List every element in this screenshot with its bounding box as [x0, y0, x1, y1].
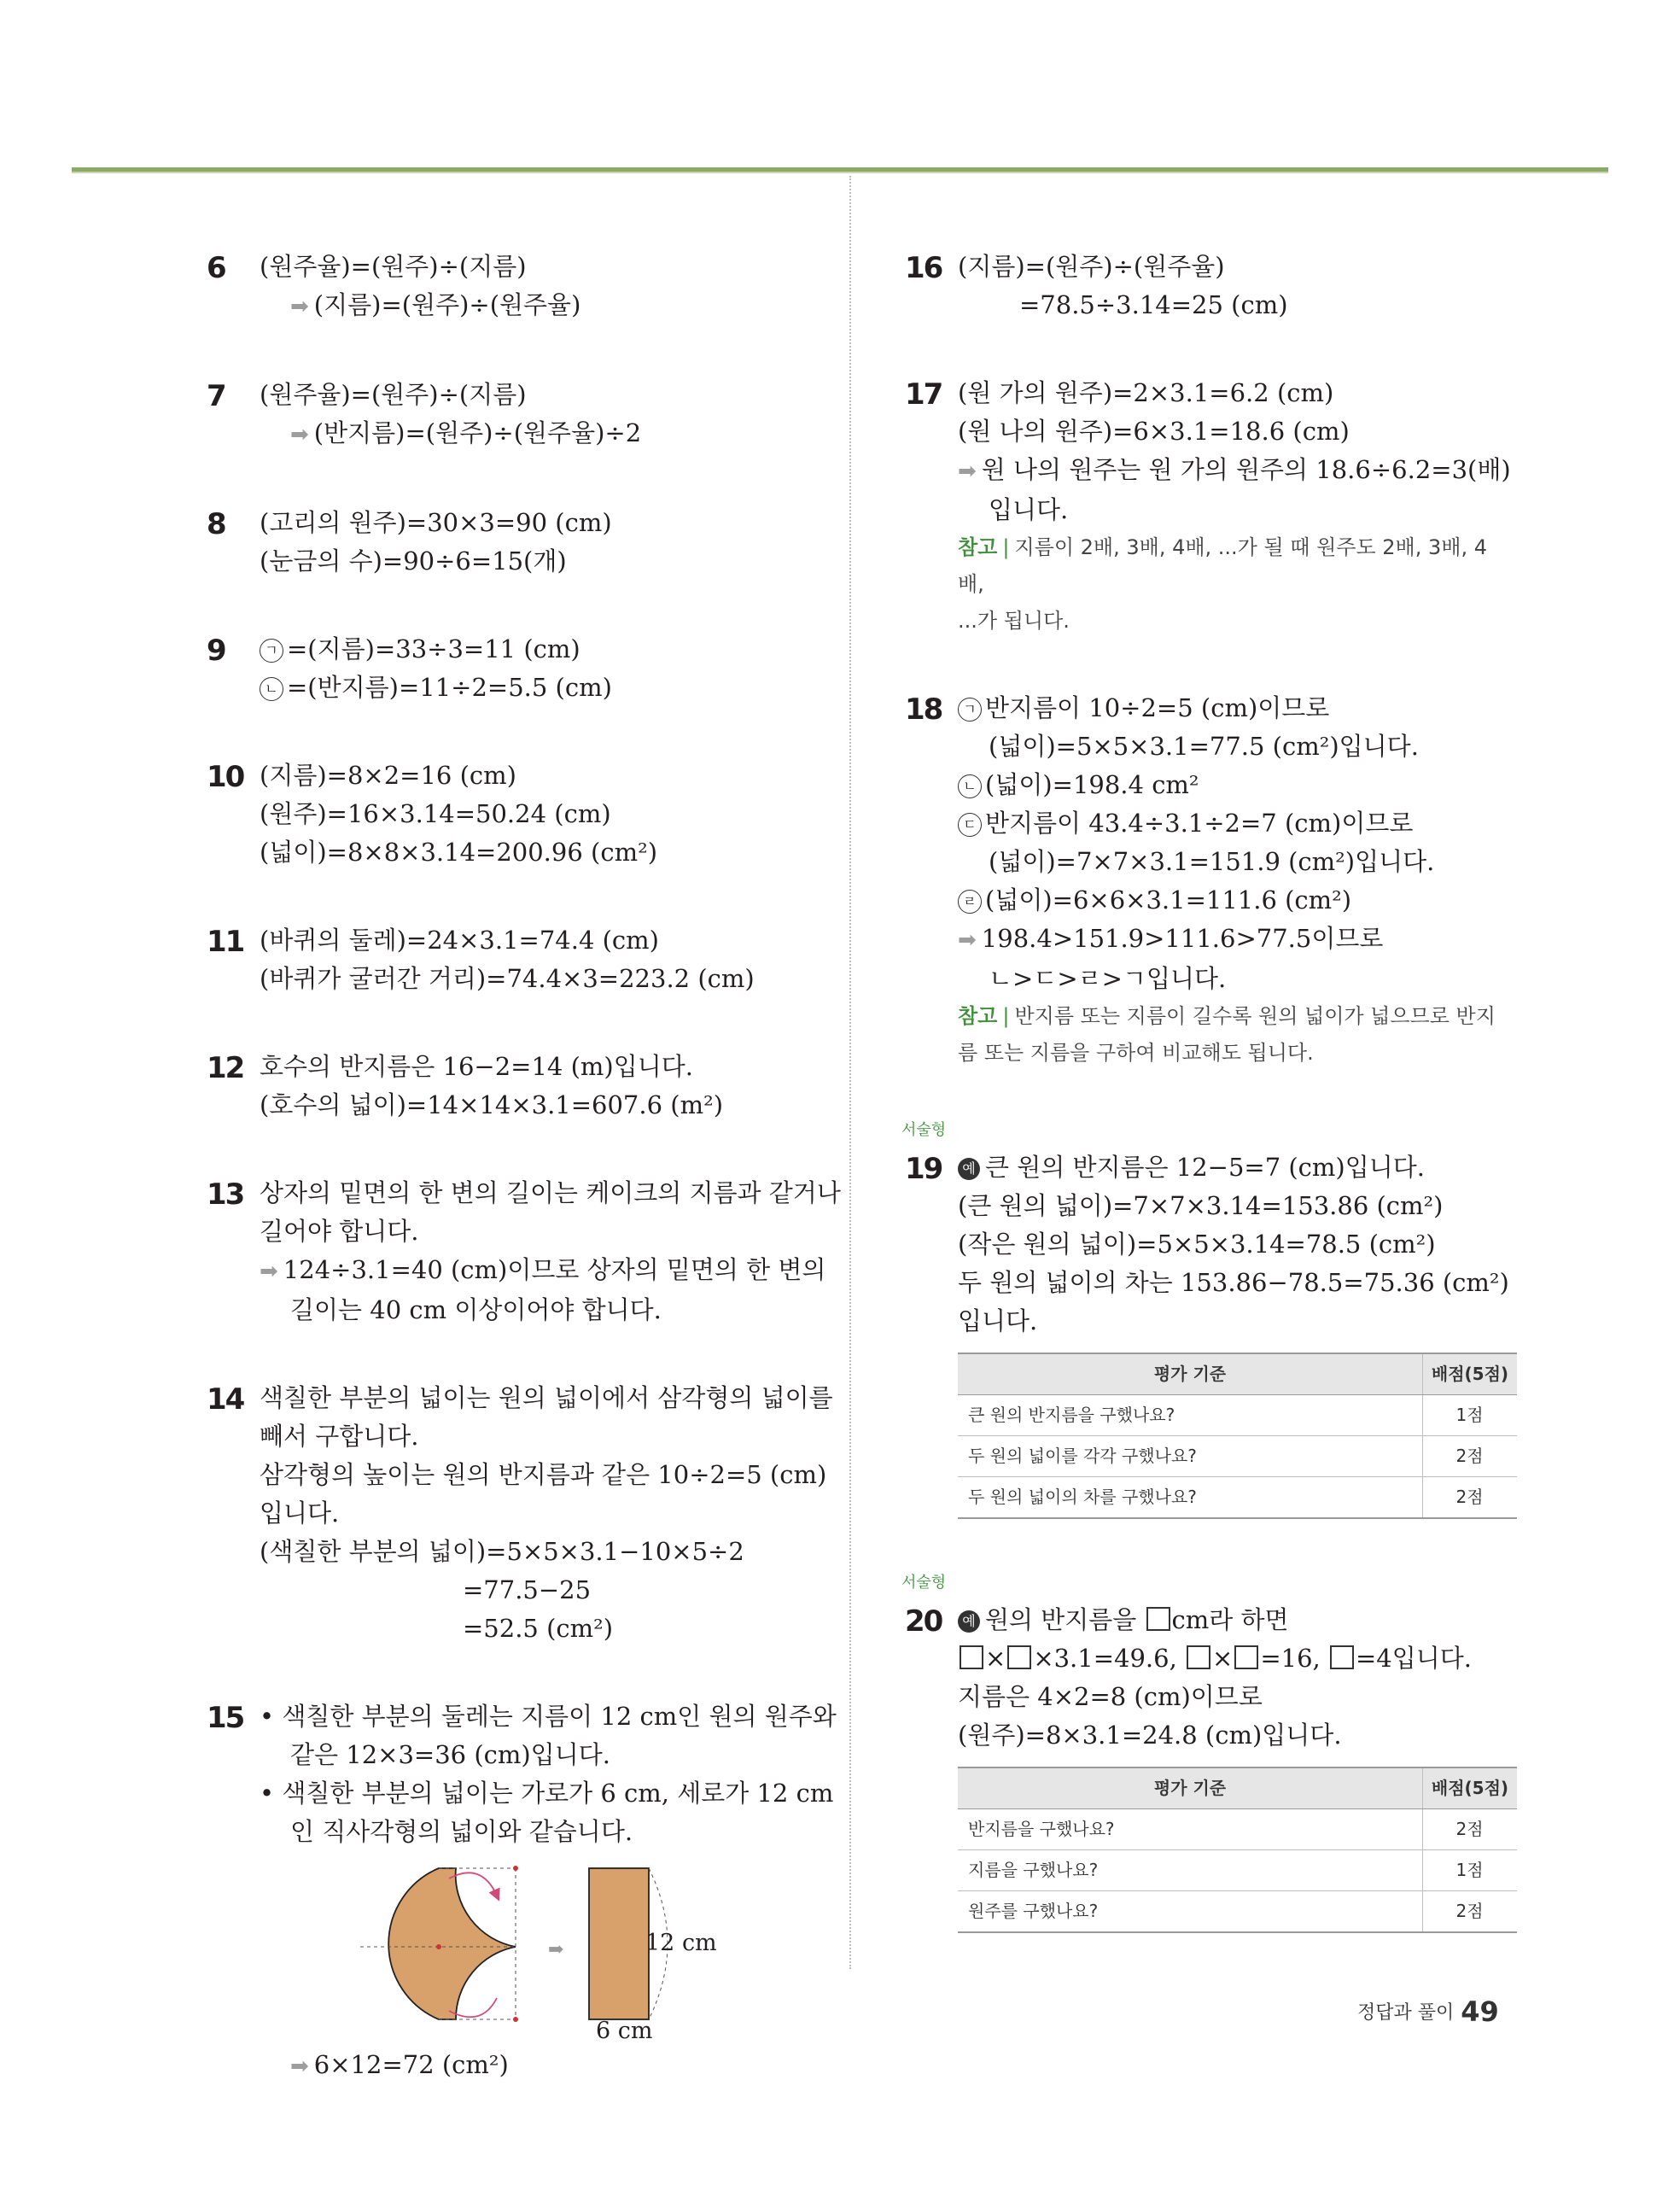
table-cell: 2점	[1423, 1891, 1518, 1933]
answer-line: =52.5 (cm²)	[463, 1614, 614, 1643]
reference-note: 참고 | 반지름 또는 지름이 길수록 원의 넓이가 넓으므로 반지 름 또는 지름을 구하여 비교해도 됩니다.	[958, 998, 1504, 1072]
problem-13	[207, 1174, 841, 1329]
problem-12	[208, 1048, 823, 1125]
problem-20	[901, 1574, 1509, 1933]
arrow-icon: ➡	[290, 294, 309, 319]
table-cell: 1점	[1423, 1850, 1518, 1891]
blank-box-icon	[1146, 1607, 1170, 1631]
note-text: 반지름 또는 지름이 길수록 원의 넓이가 넓으므로 반지	[1014, 1004, 1496, 1028]
footer-label: 정답과 풀이	[1357, 2002, 1455, 2024]
answer-line: 호수의 반지름은 16−2=14 (m)입니다.	[260, 1052, 693, 1081]
scoring-table	[958, 1353, 1517, 1519]
arrow-icon: ➡	[290, 2054, 309, 2079]
note-tag: 참고	[958, 535, 998, 559]
answer-line: (반지름)=(원주)÷(원주율)÷2	[313, 418, 642, 447]
answer-line: 198.4>151.9>111.6>77.5이므로	[981, 924, 1384, 953]
note-text: 지름이 2배, 3배, 4배, ...가 될 때 원주도 2배, 3배, 4배,	[958, 535, 1487, 596]
arrow-icon: ➡	[548, 1939, 564, 1960]
problem-number: 18	[905, 692, 942, 727]
table-header: 배점(5점)	[1423, 1353, 1518, 1395]
reference-note: 참고 | 지름이 2배, 3배, 4배, ...가 될 때 원주도 2배, 3배, 4배, ...가 됩니다.	[958, 529, 1504, 640]
answer-line: (바퀴의 둘레)=24×3.1=74.4 (cm)	[260, 926, 659, 955]
answer-line: 같은 12×3=36 (cm)입니다.	[290, 1740, 610, 1769]
problem-11	[208, 921, 823, 998]
answer-line: (넓이)=8×8×3.14=200.96 (cm²)	[260, 838, 658, 867]
answer-line: 원 나의 원주는 원 가의 원주의 18.6÷6.2=3(배)	[981, 455, 1511, 484]
blank-box-icon	[1234, 1645, 1258, 1669]
table-cell: 두 원의 넓이의 차를 구했나요?	[958, 1477, 1423, 1519]
answer-line: 입니다.	[958, 1306, 1038, 1335]
table-header: 배점(5점)	[1423, 1767, 1518, 1809]
table-header: 평가 기준	[958, 1353, 1423, 1395]
blank-box-icon	[960, 1645, 983, 1669]
answer-line: 길이는 40 cm 이상이어야 합니다.	[290, 1295, 662, 1324]
table-cell: 1점	[1423, 1395, 1518, 1436]
example-badge: 예	[958, 1610, 980, 1633]
table-row	[958, 1436, 1517, 1477]
blank-box-icon	[1007, 1645, 1031, 1669]
answer-line: (원주율)=(원주)÷(지름)	[260, 252, 527, 281]
table-row	[958, 1477, 1517, 1519]
table-header: 평가 기준	[958, 1767, 1423, 1809]
answer-line: (원주)=16×3.14=50.24 (cm)	[260, 799, 611, 828]
problem-15	[207, 1697, 837, 2086]
problem-17	[905, 374, 1511, 640]
answer-line: (원주율)=(원주)÷(지름)	[260, 380, 527, 409]
problem-number: 19	[905, 1152, 942, 1186]
answer-line: cm라 하면	[1171, 1605, 1289, 1634]
example-badge: 예	[958, 1158, 980, 1180]
answer-line: (원 가의 원주)=2×3.1=6.2 (cm)	[958, 378, 1334, 407]
header-rule-light	[72, 172, 1608, 173]
problem-number: 15	[207, 1701, 244, 1735]
problem-16	[907, 248, 1504, 324]
problem-number: 6	[207, 251, 225, 285]
answer-line: 124÷3.1=40 (cm)이므로 상자의 밑면의 한 변의	[283, 1255, 826, 1284]
answer-line: (원 나의 원주)=6×3.1=18.6 (cm)	[958, 417, 1350, 446]
answer-line: 삼각형의 높이는 원의 반지름과 같은 10÷2=5 (cm)	[260, 1460, 827, 1489]
answer-line: (호수의 넓이)=14×14×3.1=607.6 (m²)	[260, 1090, 724, 1119]
answer-line: ×3.1=49.6,	[1033, 1644, 1177, 1673]
page-footer	[1357, 1995, 1499, 2028]
answer-line: (넓이)=198.4 cm²	[985, 770, 1199, 799]
answer-line: =16,	[1260, 1644, 1321, 1673]
answer-line: 입니다.	[989, 495, 1069, 524]
answer-line: 원의 반지름을	[985, 1605, 1137, 1634]
answer-line: 상자의 밑면의 한 변의 길이는 케이크의 지름과 같거나	[260, 1178, 841, 1207]
rectangle-shape	[589, 1868, 649, 2019]
table-cell: 큰 원의 반지름을 구했나요?	[958, 1395, 1423, 1436]
table-cell: 지름을 구했나요?	[958, 1850, 1423, 1891]
table-row	[958, 1395, 1517, 1436]
answer-line: (넓이)=7×7×3.1=151.9 (cm²)입니다.	[989, 847, 1435, 876]
answer-line: ×	[985, 1644, 1006, 1673]
problem-14	[207, 1379, 833, 1648]
answer-line: (넓이)=6×6×3.1=111.6 (cm²)	[985, 885, 1352, 914]
circled-nieun-icon: ㄴ	[958, 774, 982, 798]
answer-line: 길어야 합니다.	[260, 1217, 419, 1246]
answer-line: (눈금의 수)=90÷6=15(개)	[260, 546, 567, 576]
scoring-table	[958, 1767, 1517, 1933]
answer-line: (지름)=8×2=16 (cm)	[260, 761, 516, 790]
problem-number: 16	[905, 251, 942, 285]
table-cell: 2점	[1423, 1436, 1518, 1477]
note-text: ...가 됩니다.	[958, 609, 1070, 633]
table-cell: 원주를 구했나요?	[958, 1891, 1423, 1933]
problem-number: 9	[207, 634, 225, 668]
answer-line: =(지름)=33÷3=11 (cm)	[287, 634, 580, 663]
page-number: 49	[1461, 1995, 1499, 2028]
answer-line: 지름은 4×2=8 (cm)이므로	[958, 1682, 1263, 1711]
problem-6	[208, 248, 823, 326]
answer-line: 반지름이 43.4÷3.1÷2=7 (cm)이므로	[985, 809, 1414, 838]
answer-line: (지름)=(원주)÷(원주율)	[958, 252, 1225, 281]
table-cell: 2점	[1423, 1809, 1518, 1850]
table-row	[958, 1809, 1517, 1850]
circled-giyeok-icon: ㄱ	[958, 698, 982, 722]
answer-line: (작은 원의 넓이)=5×5×3.14=78.5 (cm²)	[958, 1230, 1436, 1259]
table-cell: 2점	[1423, 1477, 1518, 1519]
answer-line: 6×12=72 (cm²)	[313, 2050, 509, 2079]
problem-number: 13	[207, 1177, 244, 1212]
column-divider	[849, 176, 851, 1969]
problem-19	[901, 1121, 1509, 1519]
circled-rieul-icon: ㄹ	[958, 890, 982, 914]
arrow-icon: ➡	[958, 459, 977, 484]
problem-number: 11	[207, 925, 244, 959]
table-row	[958, 1850, 1517, 1891]
answer-line: 큰 원의 반지름은 12−5=7 (cm)입니다.	[985, 1153, 1426, 1182]
answer-line: 반지름이 10÷2=5 (cm)이므로	[985, 693, 1330, 722]
answer-line: =(반지름)=11÷2=5.5 (cm)	[287, 673, 612, 702]
right-column	[901, 248, 1511, 1983]
blank-box-icon	[1330, 1645, 1354, 1669]
answer-line: =77.5−25	[463, 1575, 592, 1604]
answer-line: (바퀴가 굴러간 거리)=74.4×3=223.2 (cm)	[260, 964, 755, 993]
arrow-icon: ➡	[958, 927, 977, 953]
answer-line: (색칠한 부분의 넓이)=5×5×3.1−10×5÷2	[260, 1537, 744, 1566]
answer-line: 입니다.	[1146, 964, 1227, 993]
problem-number: 10	[207, 760, 244, 794]
table-cell: 두 원의 넓이를 각각 구했나요?	[958, 1436, 1423, 1477]
shaded-figure	[345, 1861, 717, 2044]
problem-9	[208, 630, 823, 707]
note-tag: 참고	[958, 1004, 998, 1028]
problem-number: 8	[207, 507, 225, 541]
answer-line: 두 원의 넓이의 차는 153.86−78.5=75.36 (cm²)	[958, 1268, 1509, 1297]
height-label: 12 cm	[645, 1930, 717, 1956]
problem-number: 20	[905, 1604, 942, 1639]
arrow-icon: ➡	[290, 422, 309, 447]
answer-line: • 색칠한 부분의 둘레는 지름이 12 cm인 원의 원주와	[260, 1702, 837, 1731]
shaded-region	[388, 1868, 516, 2019]
answer-line: 인 직사각형의 넓이와 같습니다.	[290, 1817, 633, 1846]
answer-line: (큰 원의 넓이)=7×7×3.14=153.86 (cm²)	[958, 1191, 1444, 1220]
answer-line: ×	[1212, 1644, 1234, 1673]
problem-7	[208, 376, 823, 454]
circled-giyeok-icon: ㄱ	[260, 639, 283, 663]
answer-line: =78.5÷3.14=25 (cm)	[1019, 290, 1288, 319]
answer-line: 빼서 구합니다.	[260, 1422, 419, 1451]
problem-10	[208, 757, 823, 872]
problem-8	[208, 504, 823, 581]
problem-number: 17	[905, 377, 942, 412]
arrow-icon: ➡	[260, 1259, 278, 1284]
answer-line: 입니다.	[260, 1499, 340, 1528]
left-column	[207, 248, 841, 2135]
problem-18	[907, 689, 1504, 1072]
circled-nieun-icon: ㄴ	[260, 677, 283, 701]
problem-number: 12	[207, 1051, 244, 1085]
answer-line: (지름)=(원주)÷(원주율)	[313, 290, 581, 319]
width-label: 6 cm	[596, 2018, 653, 2044]
answer-line: (고리의 원주)=30×3=90 (cm)	[260, 508, 612, 537]
answer-line: =4입니다.	[1356, 1644, 1473, 1673]
answer-line: • 색칠한 부분의 넓이는 가로가 6 cm, 세로가 12 cm	[260, 1779, 834, 1808]
table-cell: 반지름을 구했나요?	[958, 1809, 1423, 1850]
table-row	[958, 1891, 1517, 1933]
answer-line: (원주)=8×3.1=24.8 (cm)입니다.	[958, 1721, 1342, 1750]
descriptive-label: 서술형	[901, 1574, 947, 1592]
order-expression: ㄴ>ㄷ>ㄹ>ㄱ	[989, 964, 1146, 993]
answer-line: (넓이)=5×5×3.1=77.5 (cm²)입니다.	[989, 732, 1419, 761]
answer-line: 색칠한 부분의 넓이는 원의 넓이에서 삼각형의 넓이를	[260, 1383, 833, 1412]
note-text: 름 또는 지름을 구하여 비교해도 됩니다.	[958, 1041, 1314, 1065]
circled-digeut-icon: ㄷ	[958, 813, 982, 837]
blank-box-icon	[1187, 1645, 1210, 1669]
problem-number: 14	[207, 1382, 244, 1417]
problem-number: 7	[207, 379, 225, 413]
descriptive-label: 서술형	[901, 1121, 947, 1139]
